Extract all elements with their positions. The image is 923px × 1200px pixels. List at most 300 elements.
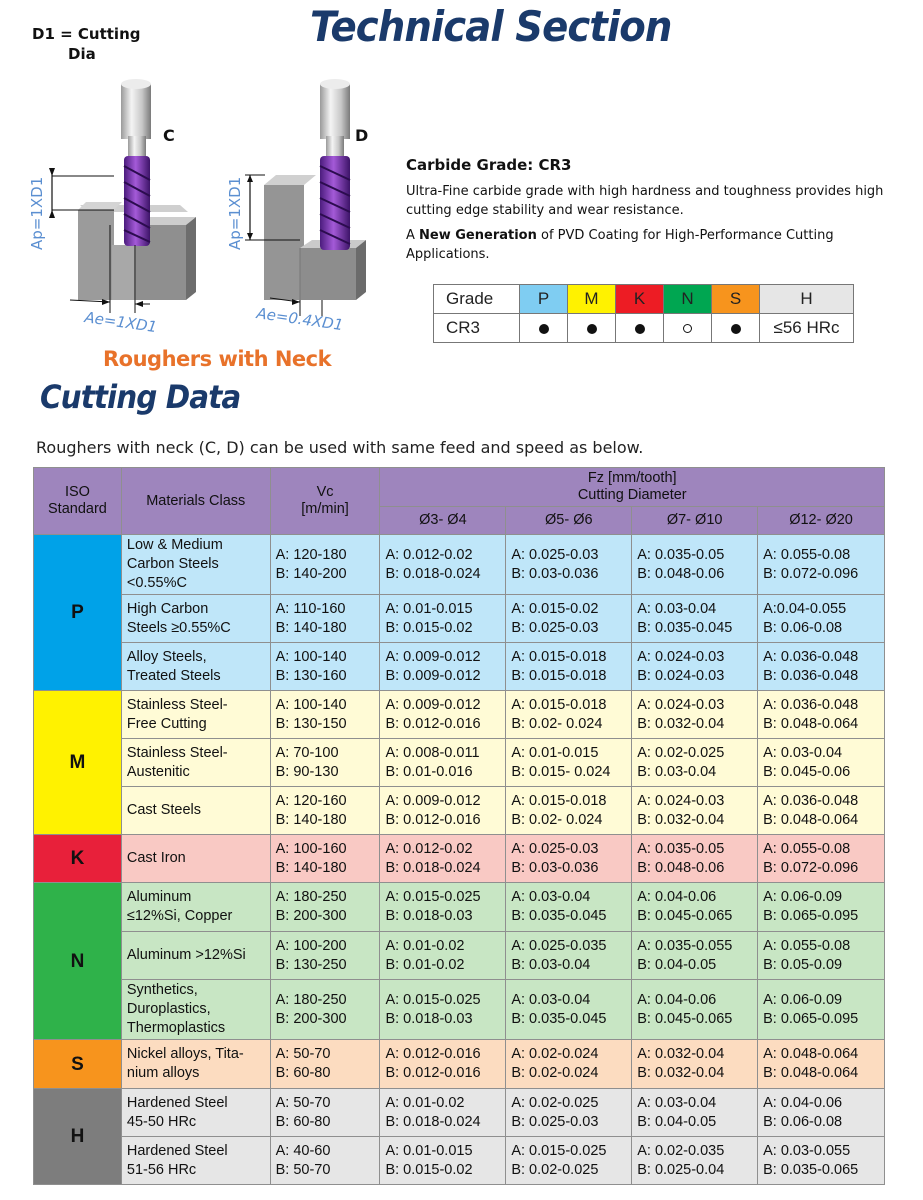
fz-cell-line: A: 0.012-0.02 — [385, 546, 473, 563]
fz-cell-line: A: 0.035-0.05 — [637, 546, 725, 563]
fz-cell-line: A: 0.01-0.015 — [511, 744, 599, 761]
fz-cell-line: A: 0.03-0.055 — [763, 1142, 851, 1159]
fz-cell — [632, 932, 758, 980]
vc-cell — [270, 1040, 380, 1089]
vc-cell-line: B: 130-150 — [275, 715, 347, 732]
header-diameter: Ø12- Ø20 — [758, 507, 885, 535]
vc-cell-line: A: 120-160 — [275, 792, 347, 809]
fz-cell-line: A: 0.009-0.012 — [385, 792, 481, 809]
filled-dot-icon — [635, 324, 645, 334]
grade-row-label: CR3 — [434, 314, 520, 343]
header-iso — [34, 468, 122, 535]
grade-mark-m — [568, 314, 616, 343]
fz-cell-line: B: 0.048-0.064 — [763, 1065, 859, 1081]
fz-cell-line: B: 0.048-0.064 — [763, 811, 859, 828]
grade-h-value: ≤56 HRc — [760, 314, 854, 343]
fz-cell-line: A: 0.03-0.04 — [637, 600, 717, 617]
fz-cell — [380, 535, 506, 595]
fz-cell — [506, 691, 632, 739]
fz-cell-line: B: 0.02-0.025 — [511, 1161, 599, 1178]
open-circle-icon — [683, 324, 692, 333]
fz-cell — [632, 1040, 758, 1089]
fz-cell-line: A: 0.012-0.016 — [385, 1046, 481, 1062]
fz-cell-line: B: 0.065-0.095 — [763, 908, 859, 924]
header-diameter: Ø3- Ø4 — [380, 507, 506, 535]
fz-cell-line: B: 0.018-0.024 — [385, 565, 481, 582]
coating-note-prefix: A — [406, 228, 420, 243]
fz-cell-line: A: 0.036-0.048 — [763, 648, 859, 665]
fz-cell-line: B: 0.03-0.04 — [637, 763, 717, 780]
vc-cell-line: B: 140-200 — [275, 565, 347, 582]
fz-cell-line: B: 0.03-0.04 — [511, 956, 591, 973]
fz-cell-line: B: 0.045-0.06 — [763, 763, 851, 780]
material-cell-line: Aluminum >12%Si — [126, 947, 246, 963]
fz-cell-line: A: 0.024-0.03 — [637, 648, 725, 665]
vc-cell-line: B: 140-180 — [275, 859, 347, 876]
vc-cell — [270, 1089, 380, 1137]
table-row — [34, 883, 885, 932]
grade-mark-k — [616, 314, 664, 343]
fz-cell-line: A: 0.035-0.055 — [637, 937, 733, 954]
grade-mark-s — [712, 314, 760, 343]
grade-col-s: S — [712, 285, 760, 314]
fz-cell-line: B: 0.02- 0.024 — [511, 811, 603, 828]
fz-cell — [380, 739, 506, 787]
fz-cell-line: B: 0.048-0.06 — [637, 859, 725, 876]
grade-mark-p — [520, 314, 568, 343]
tool-d — [226, 79, 368, 334]
fz-cell-line: B: 0.048-0.064 — [763, 715, 859, 732]
table-row — [34, 739, 885, 787]
workpiece-d-right — [300, 248, 356, 300]
grade-col-k: K — [616, 285, 664, 314]
material-cell-line: 51-56 HRc — [126, 1161, 197, 1178]
fz-cell-line: B: 0.02- 0.024 — [511, 715, 603, 732]
fz-cell — [632, 643, 758, 691]
fz-cell — [632, 1089, 758, 1137]
material-cell-line: Hardened Steel — [126, 1094, 228, 1111]
fz-cell-line: A: 0.015-0.018 — [511, 792, 607, 809]
fz-cell-line: A:0.04-0.055 — [763, 600, 847, 617]
fz-cell — [632, 835, 758, 883]
cutting-data-note: Roughers with neck (C, D) can be used with same feed and speed as below. — [36, 438, 644, 457]
fz-cell — [758, 787, 885, 835]
fz-cell-line: A: 0.015-0.025 — [511, 1142, 607, 1159]
grade-col-h: H — [760, 285, 854, 314]
vc-cell — [270, 643, 380, 691]
header-materials: Materials Class — [121, 468, 270, 535]
fz-cell — [506, 932, 632, 980]
fz-cell-line: A: 0.015-0.02 — [511, 600, 599, 617]
fz-cell-line: B: 0.012-0.016 — [385, 1065, 481, 1081]
iso-group-cell: H — [34, 1089, 122, 1185]
fz-cell — [632, 980, 758, 1040]
fz-cell-line: B: 0.015-0.02 — [385, 1161, 473, 1178]
fz-cell — [632, 595, 758, 643]
fz-cell-line: B: 0.035-0.065 — [763, 1161, 859, 1178]
fz-cell — [758, 980, 885, 1040]
fz-cell-line: B: 0.02-0.024 — [511, 1065, 599, 1081]
vc-cell-line: A: 70-100 — [275, 744, 339, 761]
vc-cell-line: B: 60-80 — [275, 1113, 331, 1130]
coating-note-suffix: of PVD Coating for High-Performance Cutting Applications. — [406, 228, 834, 262]
roughers-diagram — [0, 70, 380, 350]
fz-cell-line: A: 0.02-0.025 — [637, 744, 725, 761]
vc-cell-line: B: 60-80 — [275, 1065, 331, 1081]
table-row — [34, 932, 885, 980]
fz-cell-line: A: 0.03-0.04 — [511, 991, 591, 1008]
tool-c-ae-label: Ae=1XD1 — [83, 308, 159, 337]
material-cell — [121, 980, 270, 1040]
grade-mark-n — [664, 314, 712, 343]
grade-header-label: Grade — [434, 285, 520, 314]
fz-cell — [506, 595, 632, 643]
fz-cell — [506, 1040, 632, 1089]
d1-note-line1: D1 = Cutting — [32, 25, 141, 43]
fz-cell — [632, 1137, 758, 1185]
fz-cell-line: A: 0.024-0.03 — [637, 792, 725, 809]
fz-cell — [380, 835, 506, 883]
fz-cell-line: B: 0.025-0.03 — [511, 1113, 599, 1130]
fz-cell-line: B: 0.035-0.045 — [511, 1010, 607, 1027]
fz-cell-line: B: 0.06-0.08 — [763, 619, 843, 636]
fz-cell-line: A: 0.02-0.035 — [637, 1142, 725, 1159]
header-iso-line2: Standard — [48, 501, 107, 517]
fz-cell — [506, 535, 632, 595]
material-cell — [121, 1137, 270, 1185]
fz-cell-line: B: 0.009-0.012 — [385, 667, 481, 684]
fz-cell-line: B: 0.03-0.036 — [511, 565, 599, 582]
material-cell — [121, 535, 270, 595]
fz-cell-line: B: 0.018-0.024 — [385, 859, 481, 876]
material-cell-line: Carbon Steels — [126, 556, 219, 572]
grade-table-header — [434, 285, 854, 314]
header-fz — [380, 468, 885, 507]
fz-cell-line: A: 0.04-0.06 — [763, 1094, 843, 1111]
grade-col-p: P — [520, 285, 568, 314]
fz-cell-line: B: 0.065-0.095 — [763, 1010, 859, 1027]
fz-cell — [380, 595, 506, 643]
table-row — [34, 835, 885, 883]
fz-cell-line: B: 0.018-0.03 — [385, 908, 473, 924]
material-cell — [121, 787, 270, 835]
iso-group-cell: M — [34, 691, 122, 835]
fz-cell — [758, 595, 885, 643]
roughers-caption: Roughers with Neck — [103, 347, 332, 371]
material-cell-line: Hardened Steel — [126, 1142, 228, 1159]
table-row — [34, 535, 885, 595]
fz-cell — [632, 691, 758, 739]
fz-cell — [758, 932, 885, 980]
vc-cell-line: B: 90-130 — [275, 763, 339, 780]
fz-cell-line: A: 0.012-0.02 — [385, 840, 473, 857]
fz-cell-line: A: 0.048-0.064 — [763, 1046, 859, 1062]
material-cell-line: Austenitic — [126, 763, 190, 780]
fz-cell-line: A: 0.02-0.024 — [511, 1046, 599, 1062]
header-diameter: Ø7- Ø10 — [632, 507, 758, 535]
material-cell-line: Aluminum — [126, 889, 192, 905]
vc-cell-line: B: 130-250 — [275, 956, 347, 973]
fz-cell — [758, 835, 885, 883]
fz-cell-line: A: 0.009-0.012 — [385, 696, 481, 713]
fz-cell-line: B: 0.018-0.03 — [385, 1010, 473, 1027]
table-row — [34, 691, 885, 739]
iso-group-cell: N — [34, 883, 122, 1040]
iso-group-cell: S — [34, 1040, 122, 1089]
vc-cell-line: A: 50-70 — [275, 1094, 331, 1111]
fz-cell — [506, 835, 632, 883]
fz-cell-line: A: 0.008-0.011 — [385, 744, 480, 761]
fz-cell — [758, 643, 885, 691]
material-cell-line: Synthetics, — [126, 982, 198, 998]
fz-cell — [758, 883, 885, 932]
page-title: Technical Section — [310, 2, 672, 51]
material-cell — [121, 691, 270, 739]
fz-cell — [758, 1040, 885, 1089]
table-row — [34, 595, 885, 643]
vc-cell-line: B: 130-160 — [275, 667, 347, 684]
fz-cell-line: B: 0.018-0.024 — [385, 1113, 481, 1130]
tool-d-ap-label: Ap=1XD1 — [226, 176, 244, 250]
vc-cell — [270, 691, 380, 739]
material-cell — [121, 643, 270, 691]
fz-cell-line: B: 0.01-0.016 — [385, 763, 473, 780]
fz-cell — [380, 932, 506, 980]
vc-cell-line: A: 50-70 — [275, 1046, 331, 1062]
material-cell-line: Thermoplastics — [126, 1020, 226, 1036]
material-cell — [121, 739, 270, 787]
material-cell-line: 45-50 HRc — [126, 1113, 197, 1130]
fz-cell-line: A: 0.035-0.05 — [637, 840, 725, 857]
fz-cell-line: A: 0.01-0.015 — [385, 1142, 473, 1159]
tool-c-neck — [128, 136, 146, 158]
coating-note-bold: New Generation — [419, 228, 537, 243]
fz-cell-line: A: 0.06-0.09 — [763, 991, 843, 1008]
fz-cell-line: B: 0.032-0.04 — [637, 715, 725, 732]
fz-cell-line: A: 0.01-0.02 — [385, 1094, 465, 1111]
fz-cell-line: B: 0.012-0.016 — [385, 715, 481, 732]
fz-cell-line: A: 0.025-0.03 — [511, 840, 599, 857]
fz-cell-line: B: 0.025-0.04 — [637, 1161, 725, 1178]
material-cell — [121, 835, 270, 883]
vc-cell-line: B: 140-180 — [275, 619, 347, 636]
fz-cell-line: A: 0.06-0.09 — [763, 889, 843, 905]
cutting-data-body — [34, 535, 885, 1185]
vc-cell-line: A: 120-180 — [275, 546, 347, 563]
grade-applicability-table — [433, 284, 854, 343]
cutting-data-table — [33, 467, 885, 1185]
vc-cell-line: B: 50-70 — [275, 1161, 331, 1178]
filled-dot-icon — [731, 324, 741, 334]
filled-dot-icon — [587, 324, 597, 334]
fz-cell — [632, 787, 758, 835]
material-cell — [121, 1089, 270, 1137]
material-cell-line: High Carbon — [126, 600, 209, 617]
material-cell-line: Stainless Steel- — [126, 696, 228, 713]
fz-cell — [632, 883, 758, 932]
material-cell-line: Duroplastics, — [126, 1001, 211, 1017]
material-cell — [121, 1040, 270, 1089]
fz-cell-line: B: 0.015-0.018 — [511, 667, 607, 684]
tool-d-shank — [320, 84, 350, 139]
fz-cell-line: A: 0.015-0.025 — [385, 991, 481, 1008]
tool-d-ae-label: Ae=0.4XD1 — [255, 304, 345, 335]
filled-dot-icon — [539, 324, 549, 334]
workpiece-d-left — [264, 185, 304, 300]
fz-cell — [758, 1137, 885, 1185]
fz-cell-line: B: 0.06-0.08 — [763, 1113, 843, 1130]
material-cell — [121, 883, 270, 932]
fz-cell — [506, 1089, 632, 1137]
material-cell — [121, 932, 270, 980]
table-header-row — [34, 468, 885, 507]
vc-cell — [270, 932, 380, 980]
fz-cell-line: B: 0.032-0.04 — [637, 811, 725, 828]
fz-cell-line: A: 0.036-0.048 — [763, 792, 859, 809]
fz-cell-line: B: 0.045-0.065 — [637, 908, 733, 924]
material-cell-line: <0.55%C — [126, 575, 187, 591]
fz-cell-line: A: 0.015-0.018 — [511, 648, 607, 665]
vc-cell-line: A: 180-250 — [275, 991, 347, 1008]
fz-cell-line: B: 0.072-0.096 — [763, 565, 859, 582]
fz-cell-line: B: 0.072-0.096 — [763, 859, 859, 876]
material-cell-line: Free Cutting — [126, 715, 207, 732]
vc-cell-line: B: 200-300 — [275, 1010, 347, 1027]
fz-cell-line: A: 0.024-0.03 — [637, 696, 725, 713]
table-row — [34, 1040, 885, 1089]
material-cell-line: nium alloys — [126, 1065, 200, 1081]
fz-cell — [380, 691, 506, 739]
table-row — [34, 643, 885, 691]
coating-note — [406, 226, 916, 264]
d1-definition — [32, 24, 141, 64]
fz-cell-line: B: 0.04-0.05 — [637, 956, 717, 973]
material-cell-line: Steels ≥0.55%C — [126, 619, 231, 636]
fz-cell-line: B: 0.045-0.065 — [637, 1010, 733, 1027]
fz-cell-line: A: 0.04-0.06 — [637, 991, 717, 1008]
fz-cell — [380, 643, 506, 691]
fz-cell-line: A: 0.01-0.02 — [385, 937, 465, 954]
grade-description: Ultra-Fine carbide grade with high hardness and toughness provides high cutting edge stability and wear resistance. — [406, 184, 884, 218]
header-vc-line2: [m/min] — [301, 501, 349, 517]
fz-cell-line: A: 0.01-0.015 — [385, 600, 473, 617]
fz-cell-line: A: 0.055-0.08 — [763, 546, 851, 563]
vc-cell-line: A: 40-60 — [275, 1142, 331, 1159]
material-cell-line: Alloy Steels, — [126, 648, 207, 665]
fz-cell-line: A: 0.03-0.04 — [511, 889, 591, 905]
fz-cell — [380, 980, 506, 1040]
fz-cell — [380, 787, 506, 835]
iso-group-cell: P — [34, 535, 122, 691]
tool-c — [28, 79, 196, 336]
tool-c-ap-label: Ap=1XD1 — [28, 176, 46, 250]
fz-cell — [506, 883, 632, 932]
vc-cell-line: B: 200-300 — [275, 908, 347, 924]
cutting-data-title: Cutting Data — [40, 378, 241, 416]
vc-cell — [270, 883, 380, 932]
fz-cell-line: B: 0.05-0.09 — [763, 956, 843, 973]
vc-cell-line: A: 110-160 — [275, 600, 346, 617]
fz-cell-line: A: 0.036-0.048 — [763, 696, 859, 713]
fz-cell-line: B: 0.035-0.045 — [637, 619, 733, 636]
fz-cell-line: A: 0.055-0.08 — [763, 840, 851, 857]
header-fz-line1: Fz [mm/tooth] — [587, 470, 677, 486]
vc-cell-line: A: 100-160 — [275, 840, 347, 857]
fz-cell-line: A: 0.02-0.025 — [511, 1094, 599, 1111]
fz-cell — [506, 787, 632, 835]
vc-cell-line: A: 100-140 — [275, 648, 347, 665]
grade-table-row-cr3 — [434, 314, 854, 343]
vc-cell — [270, 980, 380, 1040]
vc-cell — [270, 595, 380, 643]
fz-cell-line: B: 0.024-0.03 — [637, 667, 725, 684]
fz-cell-line: B: 0.036-0.048 — [763, 667, 859, 684]
vc-cell-line: A: 180-250 — [275, 889, 347, 905]
tool-c-label: C — [163, 126, 175, 145]
fz-cell-line: A: 0.009-0.012 — [385, 648, 481, 665]
material-cell-line: Cast Iron — [126, 850, 186, 866]
fz-cell-line: A: 0.04-0.06 — [637, 889, 717, 905]
fz-cell-line: B: 0.035-0.045 — [511, 908, 607, 924]
header-vc-line1: Vc — [316, 484, 334, 500]
tool-d-neck — [326, 136, 344, 158]
table-row — [34, 980, 885, 1040]
material-cell-line: Cast Steels — [126, 802, 202, 818]
fz-cell-line: A: 0.025-0.035 — [511, 937, 607, 954]
fz-cell — [632, 739, 758, 787]
grade-col-m: M — [568, 285, 616, 314]
header-iso-line1: ISO — [64, 484, 90, 500]
tool-d-label: D — [355, 126, 369, 145]
vc-cell-line: B: 140-180 — [275, 811, 347, 828]
fz-cell-line: A: 0.03-0.04 — [637, 1094, 717, 1111]
fz-cell — [506, 739, 632, 787]
fz-cell — [758, 1089, 885, 1137]
fz-cell-line: B: 0.04-0.05 — [637, 1113, 717, 1130]
fz-cell — [632, 535, 758, 595]
fz-cell — [506, 1137, 632, 1185]
grade-info — [406, 156, 916, 264]
vc-cell — [270, 787, 380, 835]
fz-cell-line: B: 0.012-0.016 — [385, 811, 481, 828]
fz-cell-line: B: 0.015-0.02 — [385, 619, 473, 636]
fz-cell-line: B: 0.032-0.04 — [637, 1065, 725, 1081]
material-cell-line: Nickel alloys, Tita- — [126, 1046, 244, 1062]
fz-cell — [380, 1040, 506, 1089]
table-row — [34, 787, 885, 835]
material-cell-line: Low & Medium — [126, 537, 223, 553]
vc-cell — [270, 1137, 380, 1185]
fz-cell-line: A: 0.032-0.04 — [637, 1046, 725, 1062]
fz-cell-line: B: 0.01-0.02 — [385, 956, 465, 973]
fz-cell — [380, 1137, 506, 1185]
vc-cell — [270, 835, 380, 883]
vc-cell-line: A: 100-200 — [275, 937, 347, 954]
material-cell-line: Treated Steels — [126, 667, 221, 684]
fz-cell — [506, 643, 632, 691]
header-vc — [270, 468, 380, 535]
vc-cell — [270, 739, 380, 787]
header-diameter: Ø5- Ø6 — [506, 507, 632, 535]
fz-cell-line: B: 0.03-0.036 — [511, 859, 599, 876]
fz-cell-line: A: 0.015-0.018 — [511, 696, 607, 713]
grade-col-n: N — [664, 285, 712, 314]
fz-cell — [758, 691, 885, 739]
fz-cell-line: A: 0.055-0.08 — [763, 937, 851, 954]
workpiece-left-block — [78, 210, 114, 300]
fz-cell — [380, 883, 506, 932]
fz-cell-line: A: 0.015-0.025 — [385, 889, 481, 905]
